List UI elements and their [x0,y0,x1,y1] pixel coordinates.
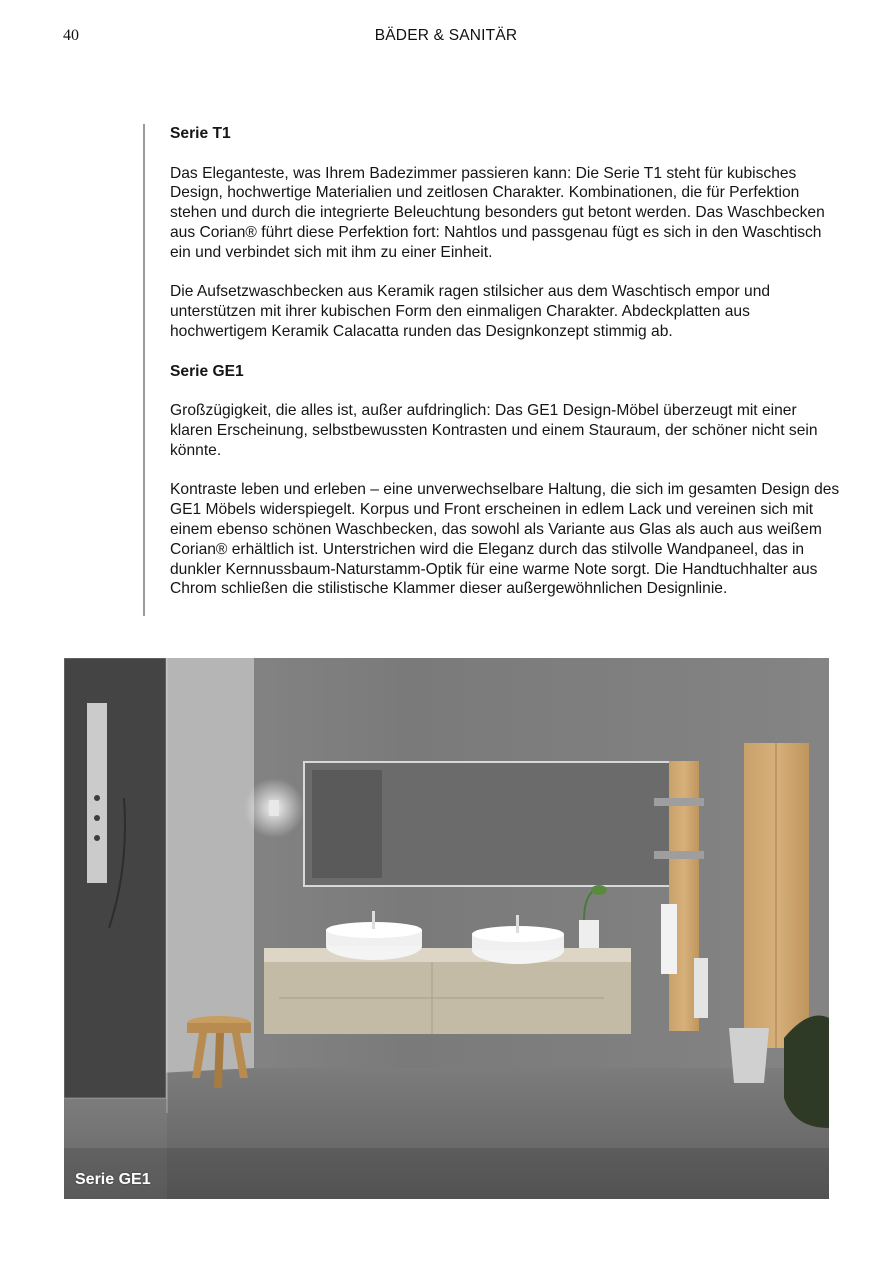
basket [729,1028,769,1083]
photo-caption: Serie GE1 [75,1171,151,1188]
vase [579,920,599,948]
vanity-top [264,948,631,962]
page-number: 40 [63,27,79,44]
towel [661,904,677,974]
paragraph: Das Eleganteste, was Ihrem Badezimmer passieren kann: Die Serie T1 steht für kubisches Design, hochwertige Materialien und zeitlosen Charakter. Kombinationen, die für Perfektion stehen und durch die integrierte Beleuchtung besonders gut betont werden. Das Waschbecken aus Corian® führt diese Perfektion fort: Nahtlos und passgenau fügt es sich in den Waschtisch ein und verbindet sich mit ihm zu einer Einheit. [170,164,825,261]
article-body [170,124,840,619]
bathroom-illustration [64,658,829,1199]
section-title-t1: Serie T1 [170,125,231,142]
plant [784,1016,829,1129]
paragraph: Großzügigkeit, die alles ist, außer aufdringlich: Das GE1 Design-Möbel überzeugt mit einer klaren Erscheinung, selbstbewussten Kontrasten und einem Stauraum, der schöner nicht sein könnte. [170,402,818,459]
article-text-block [143,124,840,616]
bathroom-photo [64,658,829,1199]
section-title-ge1: Serie GE1 [170,362,244,380]
running-title: BÄDER & SANITÄR [374,27,518,44]
paragraph: Die Aufsetzwaschbecken aus Keramik ragen stilsicher aus dem Waschtisch empor und unterstützen mit ihrer kubischen Form den einmaligen Charakter. Abdeckplatten aus hochwertigem Keramik Calacatta runden das Designkonzept stimmig ab. [170,283,771,340]
paragraph: Kontraste leben und erleben – eine unverwechselbare Haltung, die sich im gesamten Design des GE1 Möbels widerspiegelt. Korpus und Front erscheinen in edlem Lack und vereinen sich mit einem ebenso schönen Waschbecken, das sowohl als Variante aus Glas als auch aus weißem Corian® erhältlich ist. Unterstrichen wird die Eleganz durch das stilvolle Wandpaneel, das in dunkler Kernnussbaum-Naturstamm-Optik für eine warme Note sorgt. Die Handtuchhalter aus Chrom schließen die stilistische Klammer dieser außergewöhnlichen Designlinie. [170,481,840,598]
